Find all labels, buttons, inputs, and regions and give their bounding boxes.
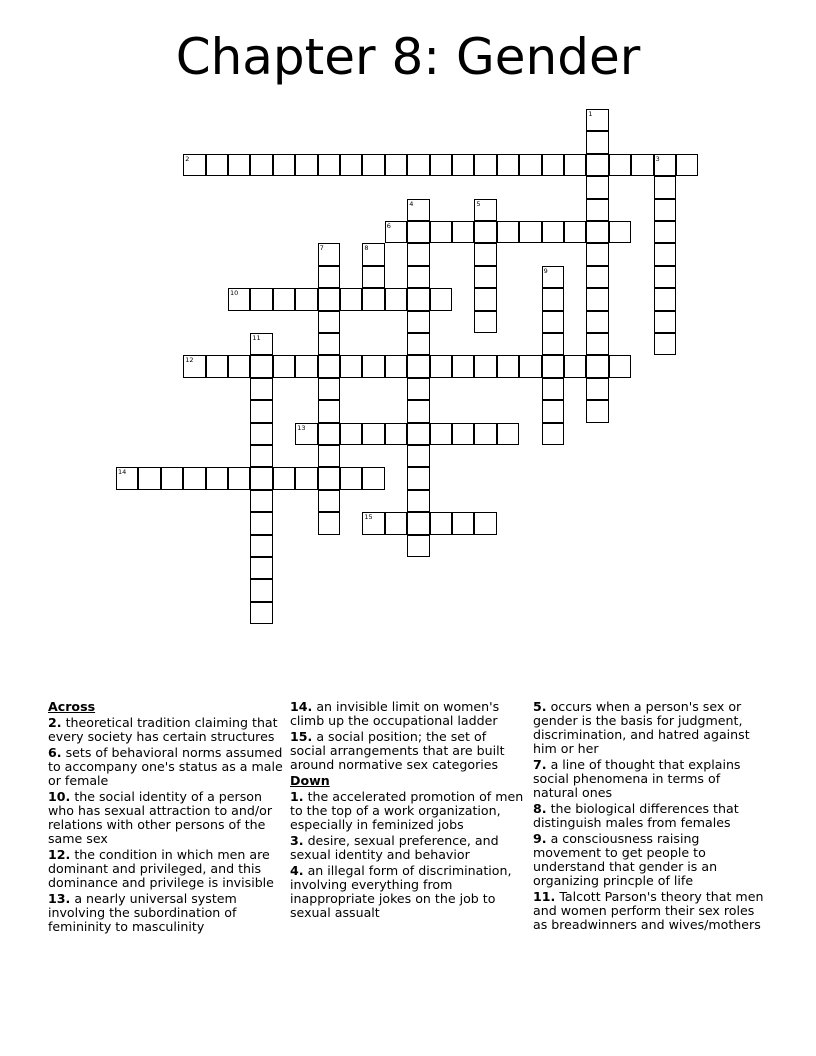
puzzle-cell[interactable] <box>273 467 295 489</box>
puzzle-cell[interactable] <box>452 355 474 377</box>
puzzle-cell[interactable] <box>609 355 631 377</box>
puzzle-cell[interactable] <box>318 154 340 176</box>
clue-text: sets of behavioral norms assumed to accompany one's status as a male or female <box>48 745 283 788</box>
puzzle-cell[interactable] <box>430 355 452 377</box>
clue-item <box>533 700 767 756</box>
puzzle-cell[interactable] <box>206 467 228 489</box>
clue-text: the social identity of a person who has sexual attraction to and/or relations with other persons of the same sex <box>48 789 273 846</box>
puzzle-cell[interactable] <box>497 355 519 377</box>
puzzle-cell[interactable] <box>295 288 317 310</box>
clue-number: 5. <box>533 699 547 714</box>
puzzle-cell[interactable] <box>542 355 564 377</box>
puzzle-cell[interactable] <box>340 288 362 310</box>
puzzle-cell[interactable] <box>183 154 205 176</box>
puzzle-cell[interactable] <box>407 467 429 489</box>
puzzle-cell[interactable] <box>318 311 340 333</box>
puzzle-cell[interactable] <box>430 512 452 534</box>
clue-item <box>533 890 767 932</box>
puzzle-cell[interactable] <box>250 423 272 445</box>
clue-text: a line of thought that explains social phenomena in terms of natural ones <box>533 757 741 800</box>
puzzle-cell[interactable] <box>228 467 250 489</box>
puzzle-cell[interactable] <box>586 199 608 221</box>
puzzle-cell[interactable] <box>407 199 429 221</box>
cell-number: 9 <box>543 266 548 275</box>
puzzle-cell[interactable] <box>250 557 272 579</box>
puzzle-cell[interactable] <box>183 467 205 489</box>
clue-heading: Down <box>290 773 330 788</box>
clue-text: theoretical tradition claiming that every society has certain structures <box>48 715 278 744</box>
puzzle-cell[interactable] <box>385 423 407 445</box>
puzzle-cell[interactable] <box>586 400 608 422</box>
clue-item <box>48 716 284 744</box>
clue-number: 7. <box>533 757 547 772</box>
puzzle-cell[interactable] <box>362 355 384 377</box>
cell-number: 15 <box>364 513 373 522</box>
clue-item <box>290 834 524 862</box>
puzzle-cell[interactable] <box>497 221 519 243</box>
puzzle-cell[interactable] <box>654 311 676 333</box>
puzzle-cell[interactable] <box>362 512 384 534</box>
cell-number: 5 <box>476 199 481 208</box>
puzzle-cell[interactable] <box>295 355 317 377</box>
clue-text: the accelerated promotion of men to the top of a work organization, especially in feminized jobs <box>290 789 524 832</box>
clue-text: a social position; the set of social arrangements that are built around normative sex categories <box>290 729 505 772</box>
puzzle-cell[interactable] <box>318 400 340 422</box>
puzzle-cell[interactable] <box>474 221 496 243</box>
puzzle-cell[interactable] <box>430 221 452 243</box>
puzzle-cell[interactable] <box>228 154 250 176</box>
puzzle-cell[interactable] <box>609 221 631 243</box>
puzzle-cell[interactable] <box>654 288 676 310</box>
clue-text: the biological differences that distinguish males from females <box>533 801 739 830</box>
puzzle-cell[interactable] <box>654 333 676 355</box>
puzzle-cell[interactable] <box>586 154 608 176</box>
puzzle-cell[interactable] <box>295 423 317 445</box>
puzzle-cell[interactable] <box>295 467 317 489</box>
puzzle-cell[interactable] <box>407 243 429 265</box>
puzzle-cell[interactable] <box>631 154 653 176</box>
clue-item <box>48 848 284 890</box>
puzzle-cell[interactable] <box>519 355 541 377</box>
puzzle-cell[interactable] <box>586 311 608 333</box>
clue-number: 12. <box>48 847 71 862</box>
clue-text: an illegal form of discrimination, involving everything from inappropriate jokes on the job to sexual assualt <box>290 863 512 920</box>
cell-number: 13 <box>297 423 306 432</box>
puzzle-cell[interactable] <box>407 512 429 534</box>
puzzle-cell[interactable] <box>362 266 384 288</box>
puzzle-cell[interactable] <box>452 423 474 445</box>
cell-number: 6 <box>386 222 391 230</box>
cell-number: 11 <box>252 334 261 342</box>
puzzle-cell[interactable] <box>318 288 340 310</box>
puzzle-cell[interactable] <box>676 154 698 176</box>
puzzle-cell[interactable] <box>250 154 272 176</box>
puzzle-cell[interactable] <box>206 154 228 176</box>
puzzle-cell[interactable] <box>654 176 676 198</box>
puzzle-cell[interactable] <box>407 154 429 176</box>
puzzle-cell[interactable] <box>318 333 340 355</box>
puzzle-cell[interactable] <box>116 467 138 489</box>
clue-number: 10. <box>48 789 71 804</box>
puzzle-cell[interactable] <box>250 400 272 422</box>
puzzle-cell[interactable] <box>318 467 340 489</box>
puzzle-cell[interactable] <box>542 333 564 355</box>
puzzle-cell[interactable] <box>430 423 452 445</box>
cell-number: 8 <box>364 244 369 253</box>
cell-number: 10 <box>230 289 239 298</box>
clue-text: occurs when a person's sex or gender is the basis for judgment, discrimination, and hatred against him or her <box>533 699 750 756</box>
clue-text: the condition in which men are dominant and privileged, and this dominance and privilege is invisible <box>48 847 274 890</box>
puzzle-cell[interactable] <box>340 355 362 377</box>
puzzle-cell[interactable] <box>250 288 272 310</box>
cell-number: 7 <box>319 244 324 253</box>
puzzle-cell[interactable] <box>542 311 564 333</box>
clue-number: 15. <box>290 729 313 744</box>
puzzle-cell[interactable] <box>497 154 519 176</box>
puzzle-cell[interactable] <box>586 333 608 355</box>
puzzle-cell[interactable] <box>250 512 272 534</box>
clue-number: 8. <box>533 801 547 816</box>
puzzle-cell[interactable] <box>542 221 564 243</box>
puzzle-cell[interactable] <box>407 266 429 288</box>
puzzle-cell[interactable] <box>586 131 608 153</box>
puzzle-cell[interactable] <box>497 423 519 445</box>
cell-number: 2 <box>185 154 190 163</box>
clue-text: Talcott Parson's theory that men and women perform their sex roles as breadwinners and wives/mothers <box>533 889 764 932</box>
puzzle-cell[interactable] <box>452 154 474 176</box>
puzzle-cell[interactable] <box>407 378 429 400</box>
clue-item <box>290 730 524 772</box>
puzzle-cell[interactable] <box>542 423 564 445</box>
puzzle-cell[interactable] <box>474 243 496 265</box>
clue-number: 4. <box>290 863 304 878</box>
puzzle-cell[interactable] <box>474 512 496 534</box>
puzzle-cell[interactable] <box>250 602 272 624</box>
puzzle-cell[interactable] <box>318 423 340 445</box>
puzzle-cell[interactable] <box>206 355 228 377</box>
puzzle-cell[interactable] <box>564 355 586 377</box>
puzzle-cell[interactable] <box>474 355 496 377</box>
puzzle-cell[interactable] <box>250 333 272 355</box>
puzzle-cell[interactable] <box>542 378 564 400</box>
puzzle-cell[interactable] <box>318 445 340 467</box>
clue-column-3 <box>533 700 767 934</box>
cell-number: 12 <box>185 356 194 365</box>
clue-item <box>533 758 767 800</box>
puzzle-cell[interactable] <box>250 535 272 557</box>
puzzle-cell[interactable] <box>542 400 564 422</box>
cell-number: 14 <box>118 468 127 477</box>
clue-item <box>290 700 524 728</box>
puzzle-cell[interactable] <box>183 355 205 377</box>
clue-number: 11. <box>533 889 556 904</box>
puzzle-cell[interactable] <box>273 355 295 377</box>
clue-number: 3. <box>290 833 304 848</box>
puzzle-cell[interactable] <box>609 154 631 176</box>
puzzle-cell[interactable] <box>362 154 384 176</box>
puzzle-cell[interactable] <box>340 154 362 176</box>
puzzle-cell[interactable] <box>474 199 496 221</box>
puzzle-cell[interactable] <box>407 535 429 557</box>
cell-number: 3 <box>655 154 660 163</box>
cell-number: 1 <box>588 110 593 118</box>
puzzle-cell[interactable] <box>407 311 429 333</box>
puzzle-cell[interactable] <box>318 355 340 377</box>
puzzle-cell[interactable] <box>519 154 541 176</box>
puzzle-cell[interactable] <box>586 109 608 131</box>
puzzle-cell[interactable] <box>407 490 429 512</box>
clue-item <box>48 892 284 934</box>
puzzle-cell[interactable] <box>586 176 608 198</box>
puzzle-cell[interactable] <box>654 154 676 176</box>
puzzle-cell[interactable] <box>250 579 272 601</box>
puzzle-cell[interactable] <box>654 221 676 243</box>
puzzle-cell[interactable] <box>228 288 250 310</box>
puzzle-cell[interactable] <box>586 355 608 377</box>
puzzle-cell[interactable] <box>250 445 272 467</box>
clue-text: desire, sexual preference, and sexual identity and behavior <box>290 833 499 862</box>
puzzle-cell[interactable] <box>407 423 429 445</box>
clue-text: a consciousness raising movement to get people to understand that gender is an organizing princple of life <box>533 831 718 888</box>
puzzle-cell[interactable] <box>273 288 295 310</box>
puzzle-cell[interactable] <box>474 423 496 445</box>
puzzle-cell[interactable] <box>250 355 272 377</box>
page-title: Chapter 8: Gender <box>175 28 641 86</box>
puzzle-cell[interactable] <box>654 199 676 221</box>
puzzle-cell[interactable] <box>474 311 496 333</box>
puzzle-cell[interactable] <box>564 154 586 176</box>
puzzle-cell[interactable] <box>385 512 407 534</box>
puzzle-cell[interactable] <box>474 266 496 288</box>
clue-column-2 <box>290 700 524 922</box>
puzzle-cell[interactable] <box>295 154 317 176</box>
puzzle-cell[interactable] <box>452 512 474 534</box>
clue-heading: Across <box>48 699 96 714</box>
clue-number: 1. <box>290 789 304 804</box>
clue-item <box>290 790 524 832</box>
puzzle-cell[interactable] <box>430 154 452 176</box>
puzzle-cell[interactable] <box>407 333 429 355</box>
puzzle-cell[interactable] <box>250 490 272 512</box>
puzzle-cell[interactable] <box>228 355 250 377</box>
puzzle-cell[interactable] <box>474 288 496 310</box>
clue-number: 9. <box>533 831 547 846</box>
puzzle-cell[interactable] <box>318 266 340 288</box>
clue-item <box>533 802 767 830</box>
clue-item <box>290 864 524 920</box>
puzzle-cell[interactable] <box>362 423 384 445</box>
puzzle-cell[interactable] <box>318 512 340 534</box>
puzzle-cell[interactable] <box>273 154 295 176</box>
puzzle-cell[interactable] <box>385 355 407 377</box>
puzzle-cell[interactable] <box>161 467 183 489</box>
puzzle-cell[interactable] <box>586 221 608 243</box>
puzzle-cell[interactable] <box>564 221 586 243</box>
clue-number: 6. <box>48 745 62 760</box>
puzzle-cell[interactable] <box>430 288 452 310</box>
puzzle-cell[interactable] <box>407 221 429 243</box>
puzzle-cell[interactable] <box>385 288 407 310</box>
puzzle-cell[interactable] <box>250 378 272 400</box>
puzzle-cell[interactable] <box>586 266 608 288</box>
puzzle-cell[interactable] <box>318 490 340 512</box>
puzzle-cell[interactable] <box>542 154 564 176</box>
cell-number: 4 <box>409 199 414 208</box>
clue-column-1 <box>48 700 284 936</box>
puzzle-cell[interactable] <box>340 467 362 489</box>
puzzle-cell[interactable] <box>362 467 384 489</box>
puzzle-cell[interactable] <box>385 154 407 176</box>
puzzle-cell[interactable] <box>362 243 384 265</box>
puzzle-cell[interactable] <box>340 423 362 445</box>
clue-item <box>48 746 284 788</box>
puzzle-cell[interactable] <box>362 288 384 310</box>
clue-number: 2. <box>48 715 62 730</box>
clue-number: 13. <box>48 891 71 906</box>
puzzle-cell[interactable] <box>586 288 608 310</box>
puzzle-cell[interactable] <box>519 221 541 243</box>
puzzle-cell[interactable] <box>407 400 429 422</box>
clue-item <box>48 790 284 846</box>
puzzle-cell[interactable] <box>138 467 160 489</box>
puzzle-cell[interactable] <box>586 378 608 400</box>
puzzle-cell[interactable] <box>385 221 407 243</box>
puzzle-cell[interactable] <box>452 221 474 243</box>
puzzle-cell[interactable] <box>474 154 496 176</box>
puzzle-cell[interactable] <box>407 445 429 467</box>
puzzle-cell[interactable] <box>654 243 676 265</box>
puzzle-cell[interactable] <box>654 266 676 288</box>
puzzle-cell[interactable] <box>407 288 429 310</box>
clue-item <box>533 832 767 888</box>
puzzle-cell[interactable] <box>542 288 564 310</box>
puzzle-cell[interactable] <box>586 243 608 265</box>
puzzle-cell[interactable] <box>318 243 340 265</box>
puzzle-cell[interactable] <box>542 266 564 288</box>
puzzle-cell[interactable] <box>250 467 272 489</box>
clue-text: an invisible limit on women's climb up the occupational ladder <box>290 699 500 728</box>
puzzle-cell[interactable] <box>318 378 340 400</box>
puzzle-cell[interactable] <box>407 355 429 377</box>
clue-number: 14. <box>290 699 313 714</box>
clue-text: a nearly universal system involving the subordination of femininity to masculinity <box>48 891 237 934</box>
